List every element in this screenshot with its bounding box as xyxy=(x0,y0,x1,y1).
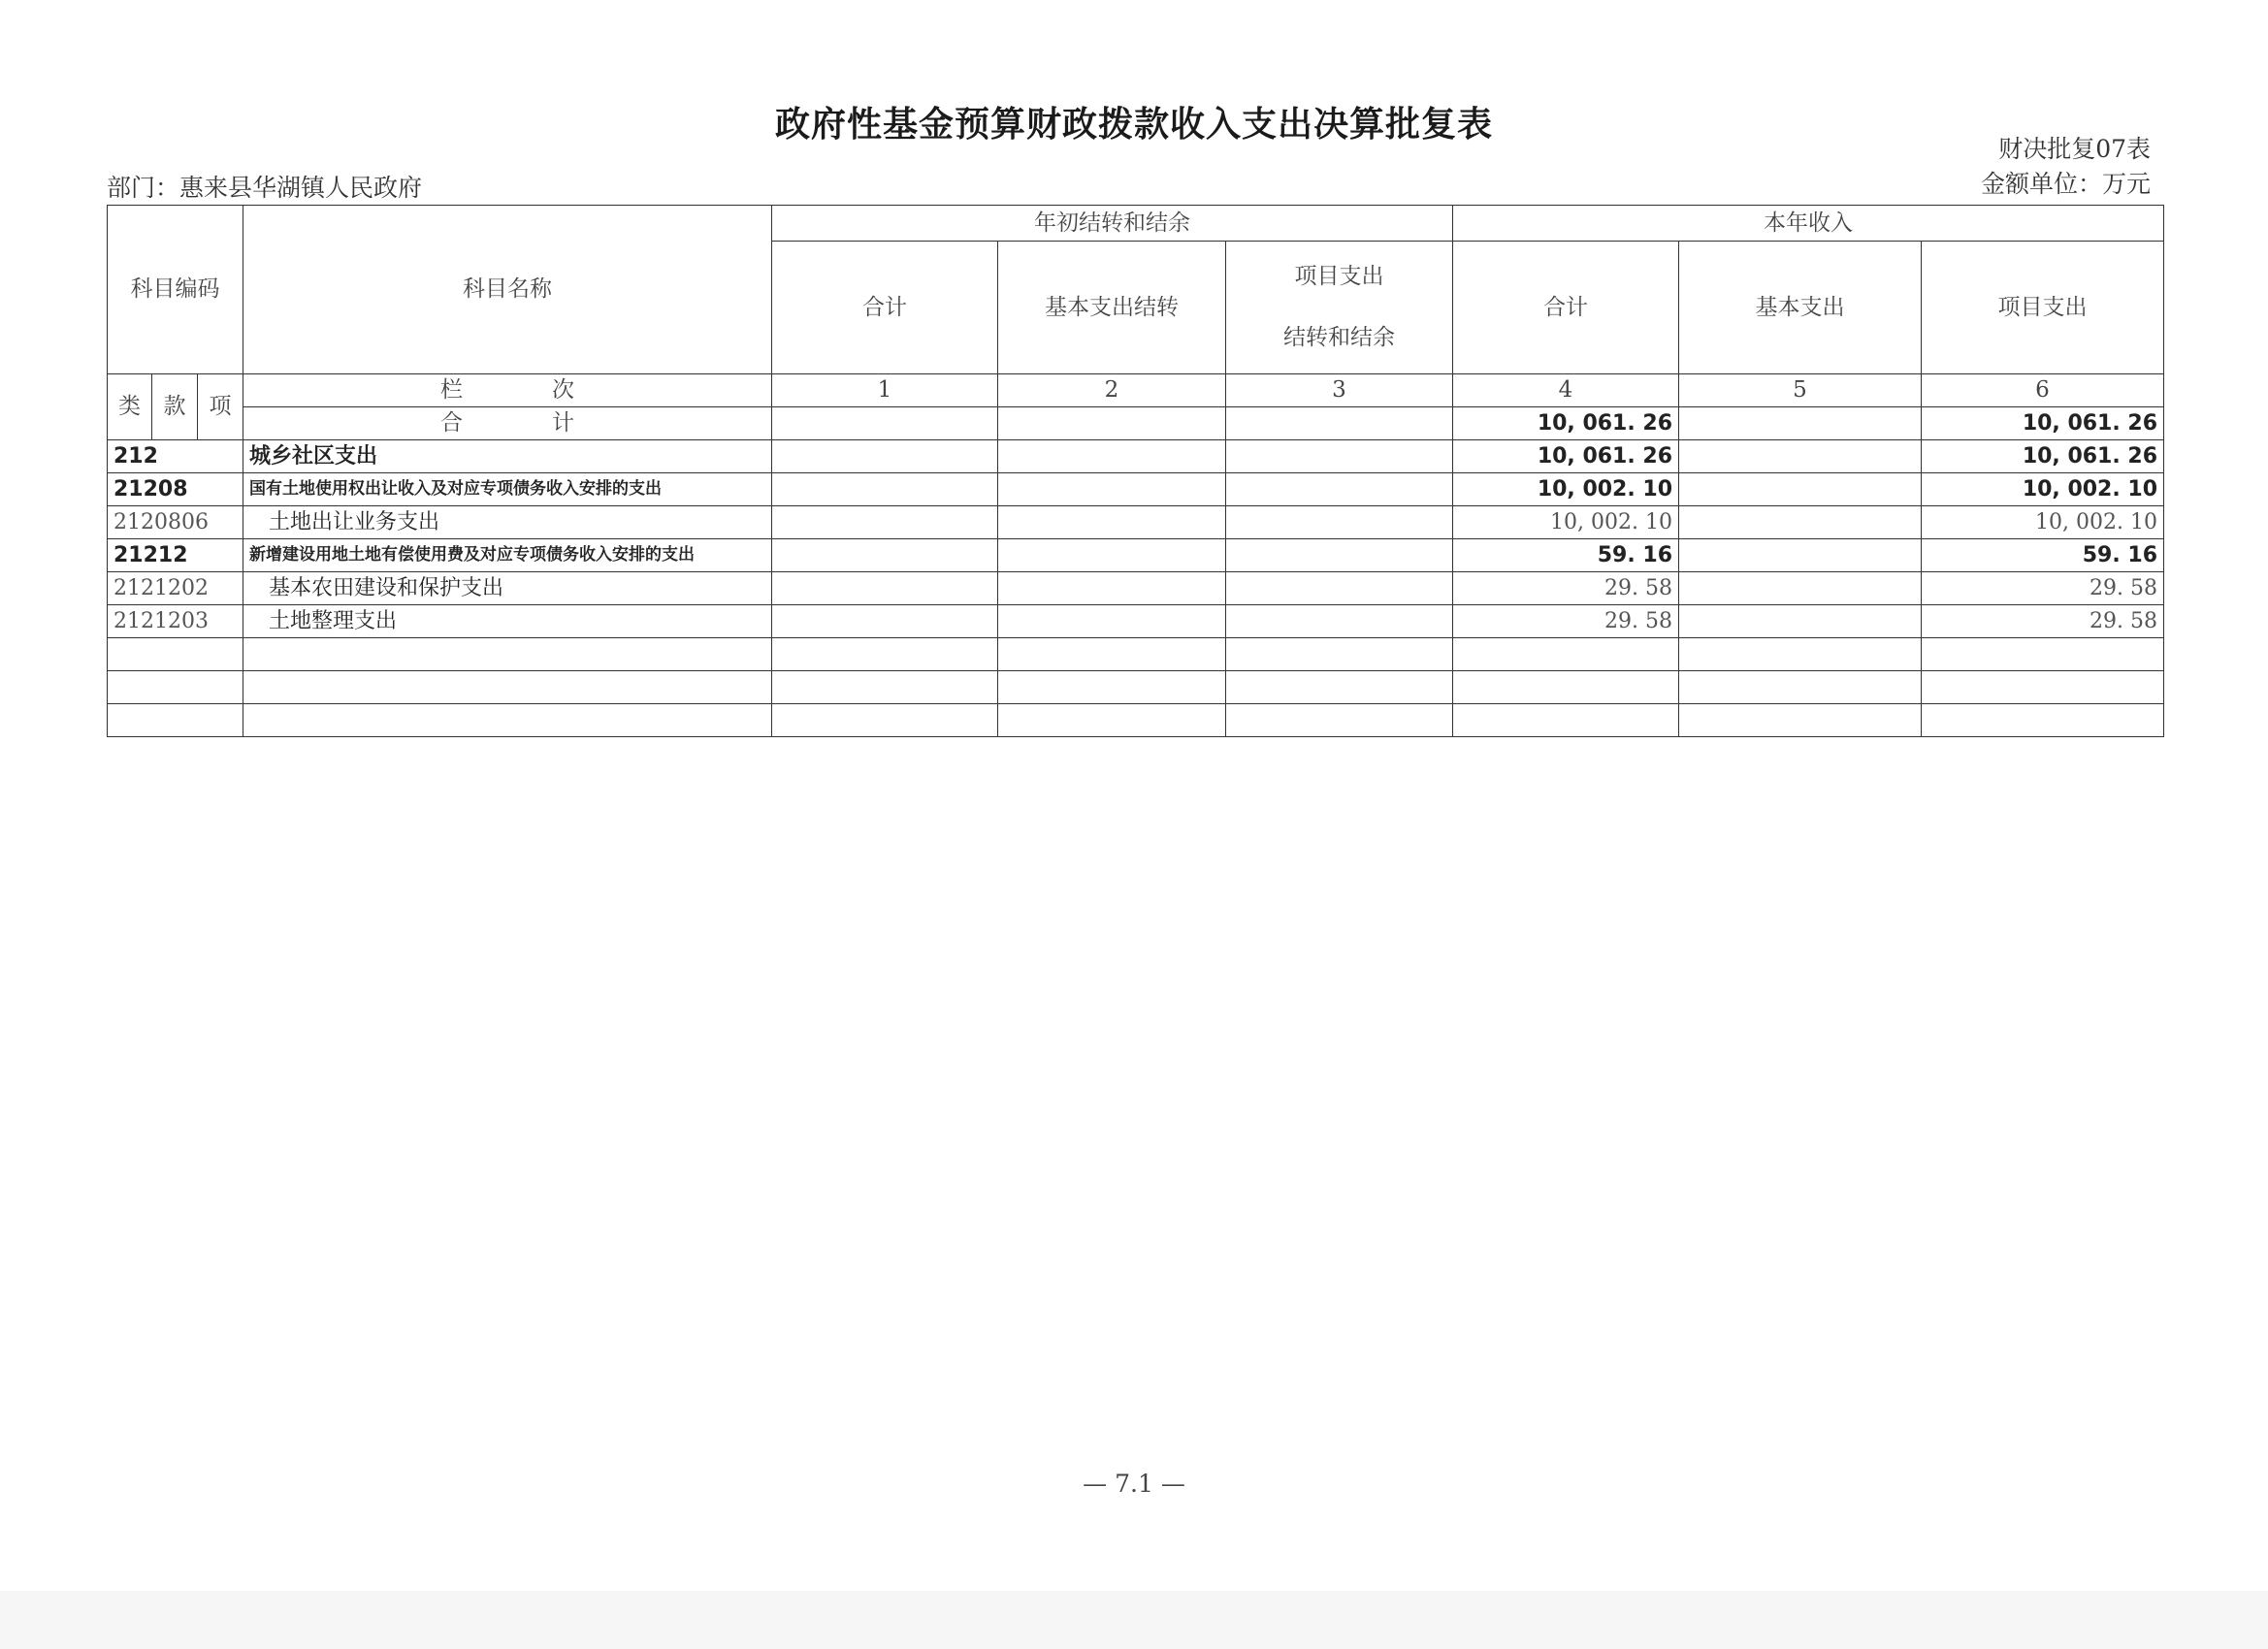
row-project-expense: 10, 061. 26 xyxy=(1922,440,2164,473)
header-carryover-total: 合计 xyxy=(772,242,998,374)
cell xyxy=(1453,704,1679,737)
cell xyxy=(772,638,998,671)
cell xyxy=(1679,440,1922,473)
page-title: 政府性基金预算财政拨款收入支出决算批复表 xyxy=(774,105,1493,145)
cell xyxy=(1226,704,1453,737)
header-subject-name: 科目名称 xyxy=(243,206,772,374)
page-bottom-shade xyxy=(0,1591,2268,1649)
cell xyxy=(1226,605,1453,638)
row-code: 21212 xyxy=(108,539,243,572)
column-index-6: 6 xyxy=(1922,374,2164,407)
cell xyxy=(243,638,772,671)
cell xyxy=(1453,638,1679,671)
sum-basic-carryover xyxy=(998,407,1226,440)
header-project-carryover-line1: 项目支出 xyxy=(1294,264,1384,289)
header-project-carryover xyxy=(1226,242,1453,374)
cell xyxy=(998,572,1226,605)
cell xyxy=(1226,671,1453,704)
cell xyxy=(998,605,1226,638)
cell xyxy=(998,506,1226,539)
cell xyxy=(108,671,243,704)
cell xyxy=(243,671,772,704)
cell xyxy=(1679,638,1922,671)
header-basic-expense: 基本支出 xyxy=(1679,242,1922,374)
row-name: 新增建设用地土地有偿使用费及对应专项债务收入安排的支出 xyxy=(243,539,772,572)
department-label: 部门：惠来县华湖镇人民政府 xyxy=(107,174,423,202)
cell xyxy=(1922,638,2164,671)
form-code: 财决批复07表 xyxy=(1998,135,2151,163)
column-index-3: 3 xyxy=(1226,374,1453,407)
header-lei: 类 xyxy=(108,374,152,440)
cell xyxy=(1226,473,1453,506)
sum-project-expense: 10, 061. 26 xyxy=(1922,407,2164,440)
row-project-expense: 29. 58 xyxy=(1922,605,2164,638)
sum-basic-expense xyxy=(1679,407,1922,440)
row-project-expense: 10, 002. 10 xyxy=(1922,473,2164,506)
row-code: 21208 xyxy=(108,473,243,506)
cell xyxy=(998,440,1226,473)
cell xyxy=(1679,605,1922,638)
cell xyxy=(108,704,243,737)
column-index-2: 2 xyxy=(998,374,1226,407)
column-index-label: 栏 次 xyxy=(243,374,772,407)
row-code: 2121202 xyxy=(108,572,243,605)
cell xyxy=(1226,539,1453,572)
row-income-total: 29. 58 xyxy=(1453,605,1679,638)
header-xiang: 项 xyxy=(198,374,243,440)
table-row xyxy=(108,473,2164,506)
sum-income-total: 10, 061. 26 xyxy=(1453,407,1679,440)
cell xyxy=(998,704,1226,737)
cell xyxy=(772,440,998,473)
cell xyxy=(1226,440,1453,473)
cell xyxy=(998,671,1226,704)
row-project-expense: 29. 58 xyxy=(1922,572,2164,605)
row-income-total: 10, 002. 10 xyxy=(1453,473,1679,506)
cell xyxy=(1922,704,2164,737)
cell xyxy=(772,539,998,572)
cell xyxy=(772,572,998,605)
row-project-expense: 10, 002. 10 xyxy=(1922,506,2164,539)
row-name: 土地整理支出 xyxy=(243,605,772,638)
row-code: 2120806 xyxy=(108,506,243,539)
cell xyxy=(1679,671,1922,704)
empty-row xyxy=(108,704,2164,737)
cell xyxy=(1453,671,1679,704)
table-row xyxy=(108,506,2164,539)
cell xyxy=(772,605,998,638)
cell xyxy=(1226,638,1453,671)
row-income-total: 10, 061. 26 xyxy=(1453,440,1679,473)
row-income-total: 10, 002. 10 xyxy=(1453,506,1679,539)
cell xyxy=(1679,572,1922,605)
row-name: 土地出让业务支出 xyxy=(243,506,772,539)
page-number: — 7.1 — xyxy=(1083,1470,1185,1498)
table-row xyxy=(108,605,2164,638)
header-project-expense: 项目支出 xyxy=(1922,242,2164,374)
header-basic-carryover: 基本支出结转 xyxy=(998,242,1226,374)
column-index-1: 1 xyxy=(772,374,998,407)
cell xyxy=(1922,671,2164,704)
row-name: 基本农田建设和保护支出 xyxy=(243,572,772,605)
cell xyxy=(1679,704,1922,737)
sum-row-label: 合 计 xyxy=(243,407,772,440)
column-index-5: 5 xyxy=(1679,374,1922,407)
row-code: 212 xyxy=(108,440,243,473)
header-group-income: 本年收入 xyxy=(1453,206,2164,242)
cell xyxy=(1679,539,1922,572)
row-income-total: 29. 58 xyxy=(1453,572,1679,605)
empty-row xyxy=(108,638,2164,671)
cell xyxy=(1679,506,1922,539)
cell xyxy=(772,671,998,704)
column-index-4: 4 xyxy=(1453,374,1679,407)
amount-unit-label: 金额单位：万元 xyxy=(1980,170,2151,198)
cell xyxy=(998,638,1226,671)
cell xyxy=(998,539,1226,572)
cell xyxy=(772,506,998,539)
cell xyxy=(772,473,998,506)
table-row xyxy=(108,440,2164,473)
header-project-carryover-line2: 结转和结余 xyxy=(1283,325,1395,350)
cell xyxy=(243,704,772,737)
row-name: 城乡社区支出 xyxy=(243,440,772,473)
header-subject-code: 科目编码 xyxy=(108,206,243,374)
cell xyxy=(1226,506,1453,539)
table-row xyxy=(108,539,2164,572)
table-row xyxy=(108,572,2164,605)
cell xyxy=(772,704,998,737)
cell xyxy=(108,638,243,671)
row-name: 国有土地使用权出让收入及对应专项债务收入安排的支出 xyxy=(243,473,772,506)
row-code: 2121203 xyxy=(108,605,243,638)
sum-carryover-total xyxy=(772,407,998,440)
header-kuan: 款 xyxy=(152,374,198,440)
budget-table xyxy=(107,205,2164,737)
sum-project-carryover xyxy=(1226,407,1453,440)
row-project-expense: 59. 16 xyxy=(1922,539,2164,572)
cell xyxy=(1679,473,1922,506)
empty-row xyxy=(108,671,2164,704)
cell xyxy=(1226,572,1453,605)
header-group-carryover: 年初结转和结余 xyxy=(772,206,1453,242)
header-income-total: 合计 xyxy=(1453,242,1679,374)
cell xyxy=(998,473,1226,506)
row-income-total: 59. 16 xyxy=(1453,539,1679,572)
